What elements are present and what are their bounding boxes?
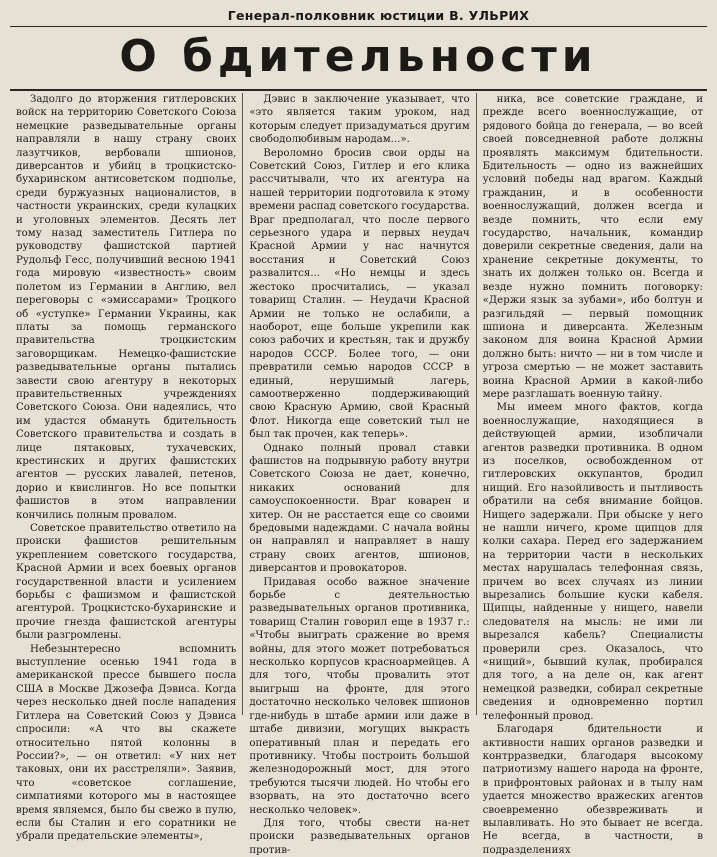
title-divider xyxy=(10,89,707,91)
text-column-2 xyxy=(242,93,475,856)
paragraph: Дэвис в заключение указывает, что «это является таким уроком, над которым следует призадуматься другим свободолюбивым народам...». xyxy=(249,94,470,146)
paragraph: Мы имеем много фактов, когда военнослужащие, находящиеся в действующей армии, изобличали агентов разведки противника. В одном из поселков, освобожденном от гитлеровских оккупантов, бродил нищий. Его назойливость и пытливость обратили на себя внимание бойцов. Нищего задержали. При обыске у него не нашли ничего, кроме щипцов для колки сахара. Перед его задержанием на территории части в нескольких местах нарушалась телефонная связь, причем во всех случаях из линии вырезались большие куски кабеля. Щипцы, найденные у нищего, навели следователя на мысль: не ими ли вырезался кабель? Специалисты проверили срез. Оказалось, что «нищий», бывший кулак, пробирался для того, а на деле он, как агент немецкой разведки, собирал секретные сведения и одновременно портил телефонный провод. xyxy=(482,402,703,722)
article-body xyxy=(10,93,709,856)
paragraph: Для того, чтобы свести на-нет происки разведывательных органов против- xyxy=(249,817,470,856)
author-byline: Генерал-полковник юстиции В. УЛЬРИХ xyxy=(227,8,530,23)
paragraph: Небезынтересно вспомнить выступление осенью 1941 года в американской прессе бывшего посла США в Москве Джозефа Дэвиса. Когда через несколько дней после нападения Гитлера на Советский Союз у Дэвиса спросили: «А что вы скажете относительно пятой колонны в России?», — он ответил: «У них нет таковых, они их расстреляли». Заявив, что «советское соглашение, симпатиями которого мы в настоящее время являемся, было бы свежо в пулю, если бы Сталин и его соратники не убрали предательские элементы», xyxy=(16,643,237,843)
paragraph: Благодаря бдительности и активности наших органов разведки и контрразведки, благодаря высокому патриотизму нашего народа на фронте, в прифронтовых районах и в тылу нам удается множество вражеских агентов своевременно обезвреживать и вылавливать. Но это бывает не всегда. Не всегда, в частности, в подразделениях xyxy=(482,724,703,856)
paragraph: Задолго до вторжения гитлеровских войск на территорию Советского Союза немецкие разведывательные органы направляли в нашу страну своих лазутчиков, вербовали шпионов, диверсантов и убийц в троцкистско-бухаринском антисоветском подполье, среди буржуазных националистов, в частности украинских, среди кулацких и уголовных элементов. Десять лет тому назад заместитель Гитлера по руководству фашистской партией Рудольф Гесс, получивший весною 1941 года мировую «известность» своим полетом из Германии в Англию, вел переговоры с «эмиссарами» Троцкого об «уступке» Германии Украины, как платы за помощь германского правительства троцкистским заговорщикам. Немецко-фашистские разведывательные органы пытались завести свою агентуру в некоторых правительственных учреждениях Советского Союза. Они надеялись, что им удастся обмануть бдительность Советского правительства и создать в лице пятаковых, тухачевских, крестинских и других фашистских агентов — русских лавалей, петенов, дорио и квислингов. Но все попытки фашистов в этом направлении кончились полным провалом. xyxy=(16,94,237,521)
paragraph: Однако полный провал ставки фашистов на подрывную работу внутри Советского Союза не дает, конечно, никаких оснований для самоуспокоенности. Враг коварен и хитер. Он не расстается еще со своими бредовыми надеждами. С начала войны он направлял и направляет в нашу страну своих агентов, шпионов, диверсантов и провокаторов. xyxy=(249,442,470,575)
paragraph: Придавая особо важное значение борьбе с деятельностью разведывательных органов противника, товарищ Сталин говорил еще в 1937 г.: «Чтобы выиграть сражение во время войны, для этого может потребоваться несколько корпусов красноармейцев. А для того, чтобы провалить этот выигрыш на фронте, для этого достаточно несколько человек шпионов где-нибудь в штабе армии или даже в штабе дивизии, могущих выкрасть оперативный план и передать его противнику. Чтобы построить большой железнодорожный мост, для этого требуются тысячи людей. Но чтобы его взорвать, на это достаточно всего несколько человек». xyxy=(249,576,470,816)
paragraph: ника, все советские граждане, и прежде всего военнослужащие, от рядового бойца до генерала, — во всей своей повседневной работе должны проявлять максимум бдительности. Бдительность — одно из важнейших условий победы над врагом. Каждый гражданин, и в особенности военнослужащий, должен всегда и везде помнить, что если ему государство, начальник, командир доверили секретные сведения, дали на хранение секретные документы, то знать их должен только он. Всегда и везде нужно помнить поговорку: «Держи язык за зубами», ибо болтун и разгильдяй — первый помощник шпиона и диверсанта. Железным законом для воина Красной Армии должно быть: ничто — ни в том числе и угроза смертью — не может заставить воина Красной Армии в какой-либо мере разглашать военную тайну. xyxy=(482,94,703,400)
text-column-1 xyxy=(10,93,242,843)
paragraph: Советское правительство ответило на происки фашистов решительным укреплением советского государства, Красной Армии и всех боевых органов государственной власти и усилением борьбы с фашизмом и фашистской агентурой. Троцкистско-бухаринские и прочие гнезда фашистской агентуры были разгромлены. xyxy=(16,523,237,642)
paragraph: Вероломно бросив свои орды на Советский Союз, Гитлер и его клика рассчитывали, что их агентура на нашей территории подготовила к этому времени распад советского государства. Враг предполагал, что после первого серьезного удара и первых неудач Красной Армии у нас начнутся восстания и Советский Союз развалится... «Но немцы и здесь жестоко просчитались, — указал товарищ Сталин. — Неудачи Красной Армии не только не ослабили, а наоборот, еще больше укрепили как союз рабочих и крестьян, так и дружбу народов СССР. Более того, — они превратили семью народов СССР в единый, нерушимый лагерь, самоотверженно поддерживающий свою Красную Армию, свой Красный Флот. Никогда еще советский тыл не был так прочен, как теперь». xyxy=(249,147,470,441)
text-column-3 xyxy=(476,93,709,856)
article-title: О бдительности xyxy=(119,31,598,82)
